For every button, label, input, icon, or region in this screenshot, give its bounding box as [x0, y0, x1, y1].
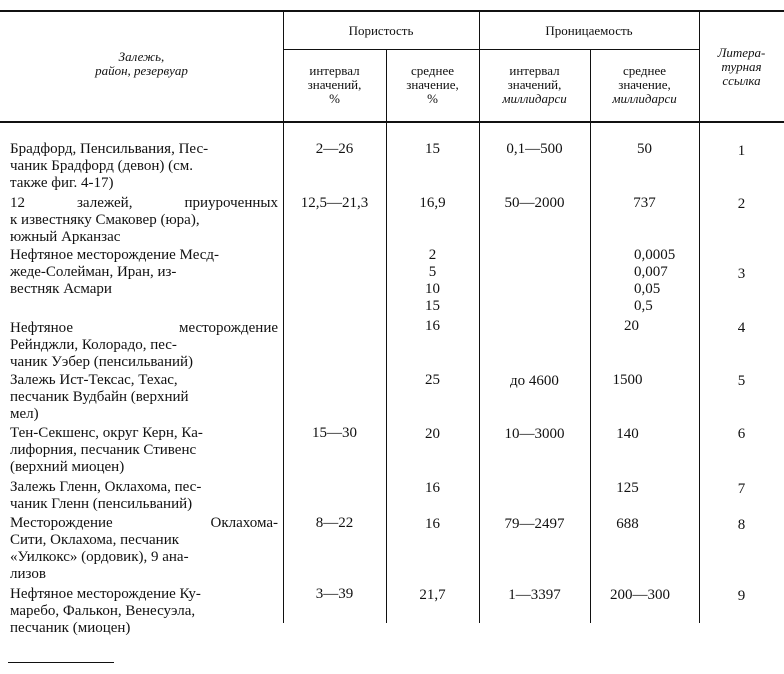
- table-row-5-porosity-average: 25: [425, 372, 440, 388]
- table-row-3-deposit: Нефтяное месторождение Месд- жеде-Солейман, Иран, из- вестняк Асмари: [10, 247, 220, 297]
- table-row-9-permeability-average: 200—300: [610, 587, 670, 603]
- table-row-8-deposit: Месторождение Оклахома- Сити, Оклахома, песчаник «Уилкокс» (ордовик), 9 ана- лизов: [10, 515, 278, 582]
- table-row-4-reference: 4: [737, 320, 746, 336]
- header-bottom-rule: [0, 121, 784, 123]
- table-row-3-reference: 3: [737, 266, 746, 282]
- table-row-9-porosity-range: 3—39: [315, 586, 354, 602]
- table-row-2-permeability-average: 737: [633, 195, 656, 211]
- table-row-1-porosity-range: 2—26: [315, 141, 354, 157]
- table-row-2-reference: 2: [737, 196, 746, 212]
- table-row-8-porosity-average: 16: [425, 516, 440, 532]
- table-row-6-deposit: Тен-Секшенс, округ Керн, Ка- лифорния, песчаник Стивенс (верхний миоцен): [10, 425, 203, 475]
- table-row-3-permeability-average: 0,0005 0,007 0,05 0,5: [634, 247, 676, 314]
- table-row-4-permeability-average: 20: [624, 318, 639, 334]
- table-row-3-porosity-average: 2 5 10 15: [425, 247, 440, 314]
- table-row-9-reference: 9: [737, 588, 746, 604]
- table-row-2-deposit: 12 залежей, приуроченных к известняку Смаковер (юра), южный Арканзас: [10, 195, 278, 245]
- col-divider-2: [386, 50, 387, 623]
- header-porosity-average: среднее значение, %: [406, 63, 459, 106]
- table-row-5-reference: 5: [737, 373, 746, 389]
- table-row-7-porosity-average: 16: [425, 480, 440, 496]
- table-row-8-reference: 8: [737, 517, 746, 533]
- table-row-5-permeability-range: до 4600: [510, 373, 559, 389]
- table-row-2-porosity-range: 12,5—21,3: [300, 195, 369, 211]
- table-row-6-porosity-range: 15—30: [312, 425, 357, 441]
- table-row-1-deposit: Брадфорд, Пенсильвания, Пес- чаник Брадфорд (девон) (см. также фиг. 4-17): [10, 141, 209, 191]
- table-row-1-porosity-average: 15: [425, 141, 440, 157]
- col-divider-4: [590, 50, 591, 623]
- table-row-7-reference: 7: [737, 481, 746, 497]
- header-deposit: Залежь, район, резервуар: [95, 49, 188, 78]
- header-porosity-range: интервал значений, %: [307, 63, 362, 106]
- table-row-5-permeability-average: 1500: [612, 372, 643, 388]
- header-permeability-average: среднее значение, миллидарси: [612, 63, 677, 106]
- table-row-9-deposit: Нефтяное месторождение Ку- маребо, Фалькон, Венесуэла, песчаник (миоцен): [10, 586, 201, 636]
- footnote-rule: [8, 662, 114, 663]
- table-row-6-porosity-average: 20: [425, 426, 440, 442]
- table-row-2-permeability-range: 50—2000: [504, 195, 565, 211]
- table-row-5-deposit: Залежь Ист-Тексас, Техас, песчаник Вудбайн (верхний мел): [10, 372, 189, 422]
- table-row-8-permeability-range: 79—2497: [504, 516, 565, 532]
- table-row-7-permeability-average: 125: [616, 480, 639, 496]
- table-row-2-porosity-average: 16,9: [419, 195, 446, 211]
- table-row-6-permeability-average: 140: [616, 426, 639, 442]
- table-row-1-reference: 1: [737, 143, 746, 159]
- permeability-group-rule: [479, 49, 699, 50]
- header-permeability-range: интервал значений, миллидарси: [502, 63, 567, 106]
- table-row-9-permeability-range: 1—3397: [508, 587, 561, 603]
- table-row-4-porosity-average: 16: [425, 318, 440, 334]
- table-top-rule: [0, 10, 784, 12]
- table-row-6-permeability-range: 10—3000: [504, 426, 565, 442]
- header-permeability: Проницаемость: [545, 23, 633, 38]
- table-row-4-deposit: Нефтяное месторождение Рейнджли, Колорадо, пес- чаник Уэбер (пенсильваний): [10, 320, 278, 370]
- table-row-8-porosity-range: 8—22: [315, 515, 354, 531]
- table-row-1-permeability-range: 0,1—500: [506, 141, 563, 157]
- table-row-8-permeability-average: 688: [616, 516, 639, 532]
- porosity-group-rule: [283, 49, 479, 50]
- table-row-1-permeability-average: 50: [637, 141, 652, 157]
- table-row-7-deposit: Залежь Гленн, Оклахома, пес- чаник Гленн (пенсильваний): [10, 479, 202, 512]
- table-row-9-porosity-average: 21,7: [419, 587, 446, 603]
- header-porosity: Пористость: [348, 23, 414, 38]
- table-row-6-reference: 6: [737, 426, 746, 442]
- header-reference: Литера- турная ссылка: [717, 45, 766, 88]
